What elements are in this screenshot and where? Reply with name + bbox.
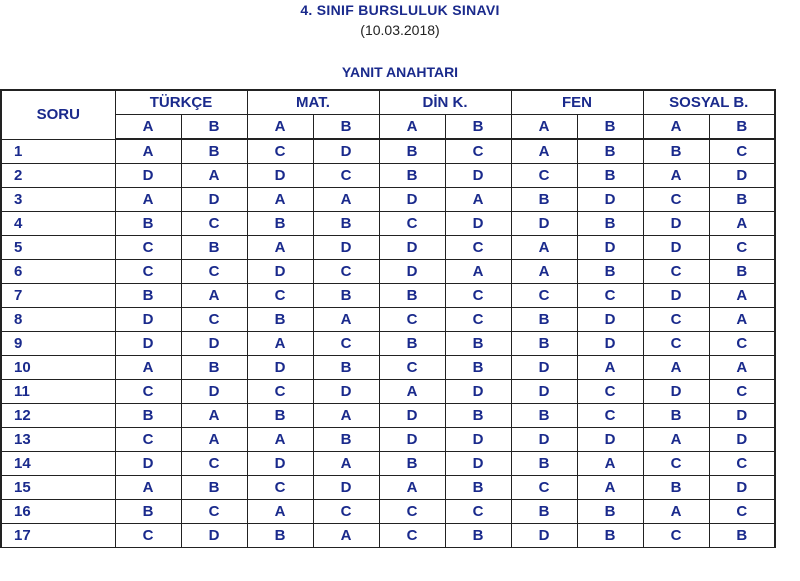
answer-cell: C (115, 428, 181, 452)
answer-cell: B (511, 188, 577, 212)
answer-cell: B (313, 212, 379, 236)
answer-cell: D (577, 428, 643, 452)
table-row (1, 212, 775, 236)
answer-cell: D (115, 308, 181, 332)
answer-cell: A (577, 356, 643, 380)
answer-cell: D (445, 164, 511, 188)
answer-cell: C (247, 380, 313, 404)
answer-cell: D (577, 236, 643, 260)
answer-cell: A (709, 212, 775, 236)
table-row (1, 452, 775, 476)
answer-cell: C (709, 139, 775, 164)
answer-cell: D (511, 380, 577, 404)
booklet-header: A (643, 115, 709, 140)
answer-cell: C (709, 236, 775, 260)
table-row (1, 500, 775, 524)
answer-cell: D (709, 404, 775, 428)
answer-cell: D (445, 452, 511, 476)
answer-key-title: YANIT ANAHTARI (341, 64, 459, 80)
question-number: 10 (1, 356, 115, 380)
answer-cell: D (247, 452, 313, 476)
table-row (1, 428, 775, 452)
answer-cell: A (115, 356, 181, 380)
answer-cell: A (247, 236, 313, 260)
answer-cell: B (709, 260, 775, 284)
answer-cell: B (181, 476, 247, 500)
question-number: 7 (1, 284, 115, 308)
answer-cell: C (445, 308, 511, 332)
booklet-header: A (115, 115, 181, 140)
answer-cell: A (511, 236, 577, 260)
question-number: 12 (1, 404, 115, 428)
answer-cell: D (709, 428, 775, 452)
answer-cell: C (379, 308, 445, 332)
answer-cell: C (247, 139, 313, 164)
answer-cell: A (643, 164, 709, 188)
answer-cell: D (313, 139, 379, 164)
answer-cell: C (115, 380, 181, 404)
answer-cell: B (709, 188, 775, 212)
answer-cell: A (709, 356, 775, 380)
question-number: 11 (1, 380, 115, 404)
answer-cell: C (247, 284, 313, 308)
answer-cell: D (379, 236, 445, 260)
answer-cell: B (379, 139, 445, 164)
answer-cell: C (379, 212, 445, 236)
subject-header: MAT. (247, 90, 379, 115)
answer-cell: B (577, 139, 643, 164)
answer-cell: C (709, 500, 775, 524)
answer-cell: D (643, 212, 709, 236)
answer-cell: B (577, 212, 643, 236)
answer-cell: A (115, 139, 181, 164)
answer-cell: D (181, 332, 247, 356)
subject-header: DİN K. (379, 90, 511, 115)
question-number: 9 (1, 332, 115, 356)
answer-cell: C (379, 500, 445, 524)
answer-cell: B (577, 500, 643, 524)
answer-key-table (0, 89, 776, 548)
answer-cell: B (181, 236, 247, 260)
table-row (1, 332, 775, 356)
answer-cell: C (643, 188, 709, 212)
answer-cell: A (577, 452, 643, 476)
answer-cell: A (247, 428, 313, 452)
answer-cell: A (577, 476, 643, 500)
answer-cell: B (511, 332, 577, 356)
answer-cell: A (709, 308, 775, 332)
answer-cell: D (511, 524, 577, 548)
question-column-header: SORU (1, 90, 115, 139)
answer-cell: A (247, 188, 313, 212)
answer-cell: D (379, 188, 445, 212)
answer-cell: D (709, 164, 775, 188)
answer-cell: D (643, 380, 709, 404)
answer-cell: A (115, 476, 181, 500)
booklet-header: A (379, 115, 445, 140)
answer-cell: A (643, 428, 709, 452)
answer-cell: B (511, 500, 577, 524)
answer-cell: D (181, 524, 247, 548)
answer-cell: A (511, 260, 577, 284)
answer-cell: C (445, 139, 511, 164)
answer-cell: D (709, 476, 775, 500)
answer-cell: D (511, 212, 577, 236)
answer-cell: C (511, 476, 577, 500)
answer-cell: C (313, 332, 379, 356)
answer-cell: B (643, 404, 709, 428)
table-row (1, 404, 775, 428)
booklet-header: B (577, 115, 643, 140)
answer-cell: D (247, 356, 313, 380)
answer-cell: D (445, 380, 511, 404)
answer-cell: B (511, 404, 577, 428)
answer-cell: B (709, 524, 775, 548)
table-row (1, 380, 775, 404)
booklet-header: B (181, 115, 247, 140)
answer-cell: D (445, 212, 511, 236)
booklet-header: B (709, 115, 775, 140)
exam-date: (10.03.2018) (360, 22, 440, 38)
exam-title: 4. SINIF BURSLULUK SINAVI (300, 2, 500, 18)
answer-cell: B (379, 452, 445, 476)
answer-cell: A (379, 476, 445, 500)
booklet-header: B (445, 115, 511, 140)
answer-cell: B (445, 404, 511, 428)
answer-cell: B (247, 404, 313, 428)
subject-header: TÜRKÇE (115, 90, 247, 115)
answer-cell: C (181, 212, 247, 236)
question-number: 17 (1, 524, 115, 548)
answer-cell: C (181, 452, 247, 476)
answer-cell: B (577, 260, 643, 284)
answer-cell: A (313, 524, 379, 548)
table-row (1, 260, 775, 284)
answer-cell: D (247, 164, 313, 188)
question-number: 4 (1, 212, 115, 236)
question-number: 15 (1, 476, 115, 500)
answer-cell: D (379, 260, 445, 284)
answer-cell: B (511, 452, 577, 476)
answer-cell: B (313, 428, 379, 452)
answer-cell: B (247, 308, 313, 332)
question-number: 14 (1, 452, 115, 476)
answer-cell: C (643, 308, 709, 332)
answer-cell: D (643, 284, 709, 308)
answer-cell: D (511, 428, 577, 452)
answer-cell: A (181, 164, 247, 188)
answer-cell: C (577, 284, 643, 308)
question-number: 16 (1, 500, 115, 524)
table-row (1, 284, 775, 308)
answer-cell: D (313, 380, 379, 404)
answer-cell: A (643, 500, 709, 524)
booklet-header: A (511, 115, 577, 140)
question-number: 6 (1, 260, 115, 284)
answer-cell: C (181, 260, 247, 284)
answer-cell: A (115, 188, 181, 212)
answer-cell: C (511, 164, 577, 188)
question-number: 1 (1, 139, 115, 164)
answer-cell: C (709, 452, 775, 476)
table-row (1, 188, 775, 212)
answer-cell: A (181, 428, 247, 452)
answer-cell: C (445, 236, 511, 260)
answer-cell: D (115, 164, 181, 188)
answer-cell: C (577, 380, 643, 404)
answer-cell: B (115, 500, 181, 524)
answer-cell: A (709, 284, 775, 308)
table-row (1, 524, 775, 548)
answer-cell: B (247, 524, 313, 548)
answer-cell: A (313, 452, 379, 476)
answer-cell: B (115, 404, 181, 428)
answer-cell: D (247, 260, 313, 284)
answer-cell: A (445, 188, 511, 212)
answer-cell: B (115, 212, 181, 236)
answer-cell: B (313, 356, 379, 380)
answer-cell: D (313, 476, 379, 500)
answer-cell: B (445, 332, 511, 356)
answer-cell: C (445, 500, 511, 524)
answer-cell: C (313, 164, 379, 188)
answer-cell: A (313, 188, 379, 212)
answer-cell: C (181, 308, 247, 332)
answer-cell: B (313, 284, 379, 308)
answer-cell: D (445, 428, 511, 452)
answer-cell: C (643, 332, 709, 356)
question-number: 13 (1, 428, 115, 452)
answer-cell: C (709, 380, 775, 404)
answer-cell: C (181, 500, 247, 524)
answer-cell: A (181, 404, 247, 428)
answer-cell: A (313, 308, 379, 332)
answer-cell: A (511, 139, 577, 164)
table-row (1, 476, 775, 500)
answer-cell: C (115, 524, 181, 548)
table-row (1, 164, 775, 188)
answer-cell: C (115, 236, 181, 260)
answer-cell: D (379, 404, 445, 428)
answer-cell: D (379, 428, 445, 452)
answer-cell: A (247, 332, 313, 356)
table-row (1, 308, 775, 332)
answer-cell: B (577, 164, 643, 188)
answer-cell: D (313, 236, 379, 260)
answer-cell: B (445, 476, 511, 500)
question-number: 5 (1, 236, 115, 260)
answer-cell: C (643, 524, 709, 548)
answer-cell: B (115, 284, 181, 308)
answer-cell: B (181, 356, 247, 380)
question-number: 3 (1, 188, 115, 212)
subject-header: SOSYAL B. (643, 90, 775, 115)
answer-cell: D (577, 308, 643, 332)
answer-cell: D (577, 332, 643, 356)
answer-cell: C (115, 260, 181, 284)
answer-cell: B (643, 139, 709, 164)
answer-cell: C (643, 260, 709, 284)
answer-cell: C (709, 332, 775, 356)
answer-cell: B (511, 308, 577, 332)
answer-cell: D (115, 332, 181, 356)
question-number: 2 (1, 164, 115, 188)
answer-cell: C (313, 260, 379, 284)
answer-cell: D (115, 452, 181, 476)
answer-cell: A (247, 500, 313, 524)
subject-header: FEN (511, 90, 643, 115)
answer-cell: B (577, 524, 643, 548)
answer-cell: A (379, 380, 445, 404)
answer-cell: C (445, 284, 511, 308)
answer-cell: B (445, 524, 511, 548)
table-row (1, 236, 775, 260)
answer-cell: C (379, 356, 445, 380)
answer-cell: B (181, 139, 247, 164)
answer-cell: D (577, 188, 643, 212)
answer-cell: C (577, 404, 643, 428)
answer-cell: B (379, 284, 445, 308)
booklet-header: A (247, 115, 313, 140)
answer-cell: A (445, 260, 511, 284)
answer-cell: C (643, 452, 709, 476)
answer-cell: B (379, 164, 445, 188)
answer-cell: C (247, 476, 313, 500)
question-number: 8 (1, 308, 115, 332)
answer-cell: D (643, 236, 709, 260)
answer-cell: C (313, 500, 379, 524)
answer-cell: A (643, 356, 709, 380)
answer-cell: A (313, 404, 379, 428)
answer-cell: C (379, 524, 445, 548)
answer-cell: B (643, 476, 709, 500)
table-row (1, 139, 775, 164)
answer-cell: D (181, 188, 247, 212)
answer-cell: D (511, 356, 577, 380)
answer-cell: C (511, 284, 577, 308)
answer-cell: B (445, 356, 511, 380)
answer-cell: D (181, 380, 247, 404)
answer-cell: B (379, 332, 445, 356)
answer-cell: B (247, 212, 313, 236)
booklet-header: B (313, 115, 379, 140)
answer-cell: A (181, 284, 247, 308)
table-row (1, 356, 775, 380)
